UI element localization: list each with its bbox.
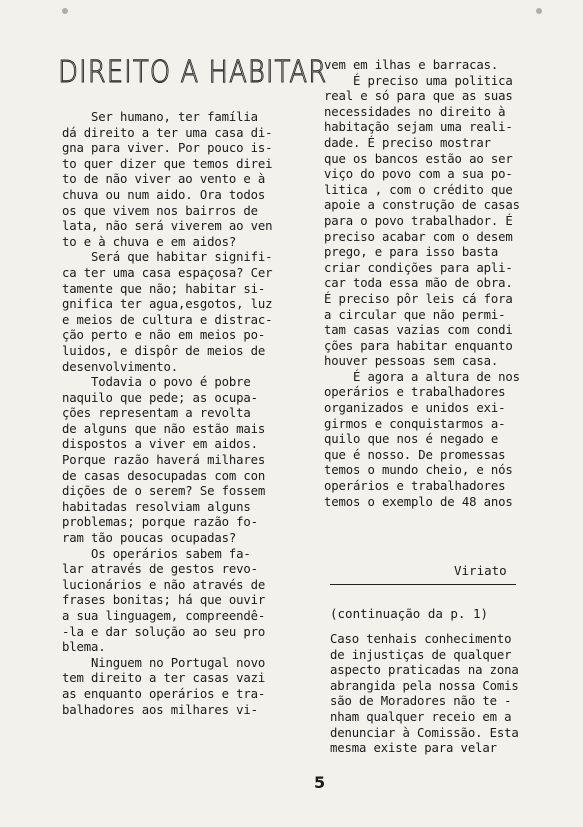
text-line: necessidades no direito à <box>324 104 506 119</box>
text-line: litica , com o crédito que <box>324 182 513 197</box>
text-line: tamente que não; habitar si- <box>62 281 266 296</box>
text-line: tam casas vazias com condi <box>324 323 513 338</box>
section-divider <box>330 584 516 585</box>
text-line: Será que habitar signifi- <box>62 250 273 265</box>
text-line: habitadas resolviam alguns <box>62 499 251 514</box>
text-line: lata, não será viverem ao ven <box>62 219 273 234</box>
text-line: ção perto e não em meios po- <box>62 328 266 343</box>
text-line: temos o exemplo de 48 anos <box>324 494 513 509</box>
text-line: dições de o serem? Se fossem <box>62 484 266 499</box>
text-line: mesma existe para velar <box>330 741 497 756</box>
author-signature: Viriato <box>454 563 507 578</box>
text-line: as enquanto operários e tra- <box>62 686 266 701</box>
text-line: habitação sejam uma reali- <box>324 120 513 135</box>
text-line: lucionários e não através de <box>62 577 266 592</box>
text-line: to e à chuva e em aidos? <box>62 234 237 249</box>
text-line: real e só para que as suas <box>324 89 513 104</box>
text-line: denunciar à Comissão. Esta <box>330 725 519 740</box>
text-line: naquilo que pede; as ocupa- <box>62 390 258 405</box>
text-line: de alguns que não estão mais <box>62 421 266 436</box>
text-line: organizados e unidos exi- <box>324 401 506 416</box>
text-line: frases bonitas; há que ouvir <box>62 593 266 608</box>
left-column-text <box>62 110 272 718</box>
text-line: de casas desocupadas com con <box>62 468 266 483</box>
text-line: houver pessoas sem casa. <box>324 354 499 369</box>
text-line: Ninguem no Portugal novo <box>62 655 266 670</box>
text-line: que é nosso. De promessas <box>324 447 506 462</box>
text-line: ções para habitar enquanto <box>324 338 513 353</box>
text-line: to quer dizer que temos direi <box>62 156 273 171</box>
text-line: gnifica ter agua,esgotos, luz <box>62 297 273 312</box>
text-line: to de não viver ao vento e à <box>62 172 266 187</box>
text-line: os que vivem nos bairros de <box>62 203 258 218</box>
text-line: a circular que não permi- <box>324 307 506 322</box>
text-line: temos o mundo cheio, e nós <box>324 463 513 478</box>
text-line: quilo que nos é negado e <box>324 432 499 447</box>
text-line: blema. <box>62 640 106 655</box>
text-line: car toda essa mão de obra. <box>324 276 513 291</box>
text-line: É preciso uma politica <box>324 73 513 88</box>
text-line: viço do povo com a sua po- <box>324 167 513 182</box>
text-line: Os operários sabem fa- <box>62 546 251 561</box>
text-line: É agora a altura de nos <box>324 369 520 384</box>
text-line: que os bancos estão ao ser <box>324 151 513 166</box>
text-line: e meios de cultura e distrac- <box>62 312 273 327</box>
text-line: preciso acabar com o desem <box>324 229 513 244</box>
text-line: luidos, e dispôr de meios de <box>62 343 266 358</box>
text-line: abrangida pela nossa Comis <box>330 678 519 693</box>
text-line: dá direito a ter uma casa di- <box>62 125 273 140</box>
text-line: operários e trabalhadores <box>324 385 506 400</box>
ink-spot <box>536 8 542 14</box>
text-line: ca ter uma casa espaçosa? Cer <box>62 265 273 280</box>
text-line: lar através de gestos revo- <box>62 562 258 577</box>
continuation-heading: (continuação da p. 1) <box>330 606 489 621</box>
text-line: vem em ilhas e barracas. <box>324 58 499 72</box>
text-line: Todavia o povo é pobre <box>62 375 251 390</box>
right-column-text <box>324 58 520 510</box>
text-line: problemas; porque razão fo- <box>62 515 258 530</box>
text-line: de injustiças de qualquer <box>330 647 512 662</box>
article-title: DIREITO A HABITAR <box>58 55 328 90</box>
text-line: -la e dar solução ao seu pro <box>62 624 266 639</box>
text-line: são de Moradores não te - <box>330 694 512 709</box>
text-line: apoie a construção de casas <box>324 198 520 213</box>
text-line: operários e trabalhadores <box>324 479 506 494</box>
text-line: ram tão poucas ocupadas? <box>62 531 237 546</box>
continuation-text <box>330 632 519 757</box>
ink-spot <box>62 8 68 14</box>
text-line: Porque razão haverá milhares <box>62 453 266 468</box>
text-line: dade. É preciso mostrar <box>324 135 491 150</box>
text-line: criar condições para apli- <box>324 260 513 275</box>
text-line: nham qualquer receio em a <box>330 709 512 724</box>
text-line: chuva ou num aido. Ora todos <box>62 187 266 202</box>
page-number: 5 <box>314 773 326 792</box>
text-line: a sua linguagem, compreendê- <box>62 609 266 623</box>
text-line: dispostos a viver em aidos. <box>62 437 258 452</box>
text-line: para o povo trabalhador. É <box>324 213 513 228</box>
text-line: prego, e para isso basta <box>324 245 499 260</box>
text-line: gna para viver. Por pouco is- <box>62 141 273 156</box>
text-line: É preciso pôr leis cá fora <box>324 291 513 306</box>
text-line: aspecto praticadas na zona <box>330 663 519 678</box>
text-line: tem direito a ter casas vazi <box>62 671 266 686</box>
text-line: girmos e conquistarmos a- <box>324 416 506 431</box>
text-line: Ser humano, ter família <box>62 110 258 124</box>
text-line: desenvolvimento. <box>62 359 179 374</box>
text-line: ções representam a revolta <box>62 406 251 421</box>
text-line: balhadores aos milhares vi- <box>62 702 258 717</box>
text-line: Caso tenhais conhecimento <box>330 632 512 646</box>
